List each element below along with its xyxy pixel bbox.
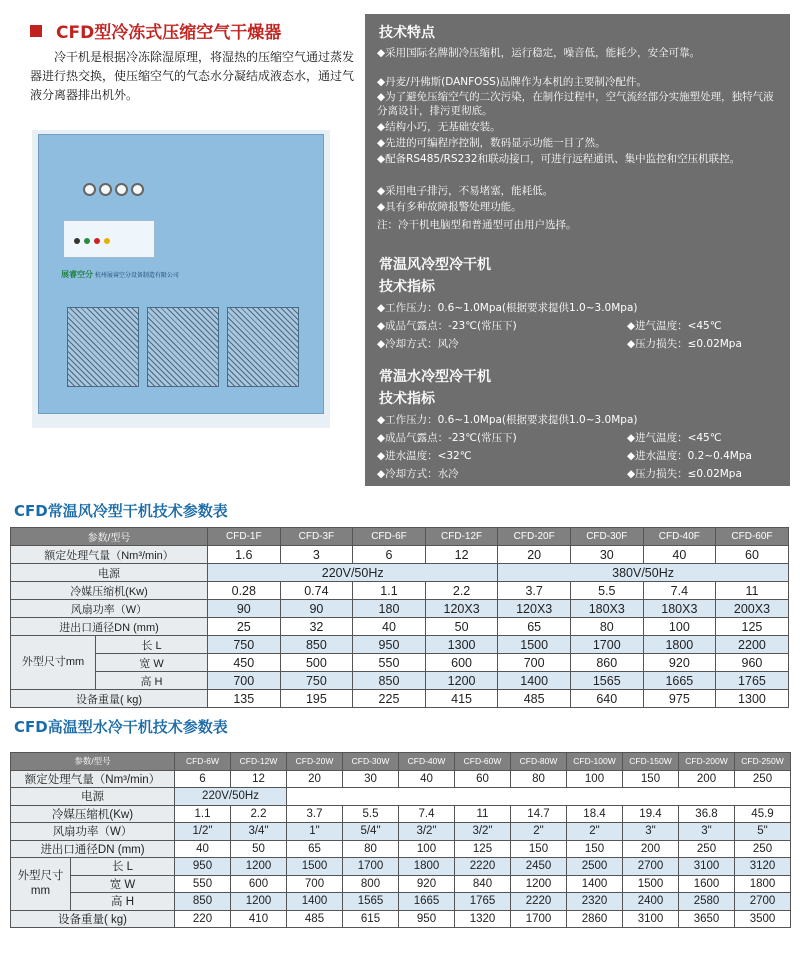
model-header: CFD-6F xyxy=(353,528,426,546)
table-cell: 840 xyxy=(455,875,511,893)
table-cell: 3" xyxy=(679,823,735,841)
table-cell: 1200 xyxy=(425,672,498,690)
row-label: 风扇功率（W） xyxy=(11,600,208,618)
table-row xyxy=(11,858,791,876)
table-cell: 100 xyxy=(643,618,716,636)
row-label: 电源 xyxy=(11,788,175,806)
table-cell: 1600 xyxy=(679,875,735,893)
table-cell: 40 xyxy=(643,546,716,564)
table-cell: 1700 xyxy=(343,858,399,876)
model-header: CFD-1F xyxy=(208,528,281,546)
row-label: 宽 W xyxy=(71,875,175,893)
row-label: 设备重量( kg) xyxy=(11,910,175,928)
table-cell: 200 xyxy=(679,770,735,788)
table-header-row xyxy=(11,528,789,546)
vent-grille xyxy=(227,307,299,387)
table-cell: 920 xyxy=(643,654,716,672)
table-cell: 125 xyxy=(455,840,511,858)
table-cell: 950 xyxy=(399,910,455,928)
page-title: CFD型冷冻式压缩空气干燥器 xyxy=(30,18,281,43)
air-subheading: 技术指标 xyxy=(379,279,435,295)
table-cell: 90 xyxy=(280,600,353,618)
model-header: CFD-3F xyxy=(280,528,353,546)
table-cell: 36.8 xyxy=(679,805,735,823)
row-label: 额定处理气量（Nm³/min） xyxy=(11,546,208,564)
dimension-label: 外型尺寸mm xyxy=(11,636,96,690)
table-cell: 3/2" xyxy=(399,823,455,841)
water-cooled-spec-table xyxy=(10,752,791,928)
table-cell: 1700 xyxy=(570,636,643,654)
table-row xyxy=(11,690,789,708)
model-header: CFD-200W xyxy=(679,753,735,771)
table-cell: 500 xyxy=(280,654,353,672)
table-cell: 11 xyxy=(716,582,789,600)
table-cell: 80 xyxy=(570,618,643,636)
table-cell: 485 xyxy=(287,910,343,928)
model-header: CFD-60F xyxy=(716,528,789,546)
indicator-light xyxy=(104,238,110,244)
table-cell: 960 xyxy=(716,654,789,672)
dimension-label: 外型尺寸mm xyxy=(11,858,71,911)
table-row xyxy=(11,805,791,823)
table-cell: 3500 xyxy=(735,910,791,928)
feature-item: ◆结构小巧，无基础安装。 xyxy=(377,121,501,133)
indicator-light xyxy=(74,238,80,244)
row-label: 高 H xyxy=(71,893,175,911)
table-cell: 850 xyxy=(280,636,353,654)
table-cell: 19.4 xyxy=(623,805,679,823)
table-cell: 3100 xyxy=(623,910,679,928)
table-cell: 2200 xyxy=(716,636,789,654)
table-cell: 2" xyxy=(511,823,567,841)
table-cell: 125 xyxy=(716,618,789,636)
model-header: CFD-40W xyxy=(399,753,455,771)
table-cell: 250 xyxy=(735,840,791,858)
feature-item: ◆丹麦/丹佛斯(DANFOSS)品牌作为本机的主要制冷配件。 xyxy=(377,76,647,88)
gauge-icon xyxy=(131,183,144,196)
model-header: CFD-150W xyxy=(623,753,679,771)
table-row xyxy=(11,875,791,893)
table-cell: 3650 xyxy=(679,910,735,928)
features-note: 注：冷干机电脑型和普通型可由用户选择。 xyxy=(377,219,577,231)
table-cell: 1400 xyxy=(287,893,343,911)
table-row xyxy=(11,770,791,788)
table-cell: 3.7 xyxy=(498,582,571,600)
table-cell: 860 xyxy=(570,654,643,672)
table-cell: 850 xyxy=(175,893,231,911)
table-cell: 550 xyxy=(175,875,231,893)
table-cell: 20 xyxy=(498,546,571,564)
model-header: CFD-30F xyxy=(570,528,643,546)
water-dewpoint: ◆成品气露点：-23℃(常压下) xyxy=(377,432,517,444)
header-cell: 参数/型号 xyxy=(11,753,175,771)
vent-grille xyxy=(67,307,139,387)
table-cell: 920 xyxy=(399,875,455,893)
table-cell: 3100 xyxy=(679,858,735,876)
table1-title: CFD常温风冷型干机技术参数表 xyxy=(14,502,228,520)
table-cell: 2500 xyxy=(567,858,623,876)
table-cell: 1665 xyxy=(643,672,716,690)
table-cell: 80 xyxy=(511,770,567,788)
table-cell: 135 xyxy=(208,690,281,708)
red-square-icon xyxy=(30,25,42,37)
table-cell: 410 xyxy=(231,910,287,928)
table-cell: 5" xyxy=(735,823,791,841)
table-cell: 100 xyxy=(567,770,623,788)
table-cell: 600 xyxy=(425,654,498,672)
table-cell xyxy=(287,788,791,806)
table-cell: 195 xyxy=(280,690,353,708)
table-cell: 6 xyxy=(175,770,231,788)
features-heading: 技术特点 xyxy=(379,25,435,41)
table-cell: 200X3 xyxy=(716,600,789,618)
table-cell: 2.2 xyxy=(425,582,498,600)
table-cell: 1320 xyxy=(455,910,511,928)
table-cell: 1565 xyxy=(570,672,643,690)
table-cell: 700 xyxy=(287,875,343,893)
air-cooled-spec-table xyxy=(10,527,789,708)
table-cell: 640 xyxy=(570,690,643,708)
water-pressure: ◆工作压力：0.6~1.0Mpa(根据要求提供1.0~3.0Mpa) xyxy=(377,414,638,426)
control-panel xyxy=(63,220,155,258)
table-row xyxy=(11,636,789,654)
table-cell: 100 xyxy=(399,840,455,858)
row-label: 进出口通径DN (mm) xyxy=(11,618,208,636)
feature-item: ◆采用电子排污，不易堵塞，能耗低。 xyxy=(377,185,554,197)
table-cell: 600 xyxy=(231,875,287,893)
table-cell: 40 xyxy=(399,770,455,788)
table-cell: 6 xyxy=(353,546,426,564)
water-pressure-loss: ◆压力损失：≤0.02Mpa xyxy=(627,468,742,480)
table-cell: 2" xyxy=(567,823,623,841)
table-cell: 120X3 xyxy=(498,600,571,618)
table-cell: 12 xyxy=(231,770,287,788)
table-cell: 2400 xyxy=(623,893,679,911)
table-cell: 1200 xyxy=(511,875,567,893)
table-cell: 12 xyxy=(425,546,498,564)
table-cell: 150 xyxy=(623,770,679,788)
table-cell: 45.9 xyxy=(735,805,791,823)
intro-text: 冷干机是根据冷冻除湿原理，将湿热的压缩空气通过蒸发器进行热交换，使压缩空气的气态水分凝结成液态水，通过气液分离器排出机外。 xyxy=(30,50,355,102)
table-cell: 5.5 xyxy=(570,582,643,600)
table-cell: 30 xyxy=(343,770,399,788)
model-header: CFD-12W xyxy=(231,753,287,771)
table-cell: 975 xyxy=(643,690,716,708)
table-cell: 220V/50Hz xyxy=(175,788,287,806)
table-cell: 14.7 xyxy=(511,805,567,823)
air-pressure: ◆工作压力：0.6~1.0Mpa(根据要求提供1.0~3.0Mpa) xyxy=(377,302,638,314)
table-cell: 150 xyxy=(567,840,623,858)
table-cell: 1765 xyxy=(455,893,511,911)
table-cell: 0.28 xyxy=(208,582,281,600)
table-row xyxy=(11,600,789,618)
table-cell: 1200 xyxy=(231,893,287,911)
table-cell: 2700 xyxy=(623,858,679,876)
table-cell: 1.1 xyxy=(175,805,231,823)
table-cell: 150 xyxy=(511,840,567,858)
table-cell: 3/4" xyxy=(231,823,287,841)
table-cell: 1800 xyxy=(643,636,716,654)
header-cell: 参数/型号 xyxy=(11,528,208,546)
table-row xyxy=(11,546,789,564)
model-header: CFD-40F xyxy=(643,528,716,546)
table-cell: 30 xyxy=(570,546,643,564)
table-cell: 80 xyxy=(343,840,399,858)
table-cell: 1565 xyxy=(343,893,399,911)
table-cell: 2.2 xyxy=(231,805,287,823)
table-cell: 1665 xyxy=(399,893,455,911)
row-label: 电源 xyxy=(11,564,208,582)
gauge-icon xyxy=(83,183,96,196)
table-cell: 5/4" xyxy=(343,823,399,841)
table-cell: 32 xyxy=(280,618,353,636)
table-cell: 380V/50Hz xyxy=(498,564,788,582)
table-cell: 2580 xyxy=(679,893,735,911)
table-cell: 2320 xyxy=(567,893,623,911)
feature-item: ◆配备RS485/RS232和联动接口，可进行远程通讯、集中监控和空压机联控。 xyxy=(377,153,741,165)
air-pressure-loss: ◆压力损失：≤0.02Mpa xyxy=(627,338,742,350)
table-cell: 220V/50Hz xyxy=(208,564,498,582)
indicator-light xyxy=(84,238,90,244)
table-cell: 1300 xyxy=(425,636,498,654)
table-cell: 50 xyxy=(425,618,498,636)
table-cell: 40 xyxy=(175,840,231,858)
table-cell: 3" xyxy=(623,823,679,841)
air-heading: 常温风冷型冷干机 xyxy=(379,257,491,273)
table-cell: 60 xyxy=(455,770,511,788)
table-cell: 1.6 xyxy=(208,546,281,564)
model-header: CFD-250W xyxy=(735,753,791,771)
table-cell: 11 xyxy=(455,805,511,823)
table-cell: 180 xyxy=(353,600,426,618)
water-in-pressure: ◆进水温度：0.2~0.4Mpa xyxy=(627,450,752,462)
table-cell: 180X3 xyxy=(643,600,716,618)
table-cell: 1500 xyxy=(287,858,343,876)
product-photo xyxy=(32,130,330,428)
table-cell: 60 xyxy=(716,546,789,564)
table-cell: 1500 xyxy=(498,636,571,654)
table-row xyxy=(11,654,789,672)
dryer-cabinet xyxy=(38,134,324,414)
table-row xyxy=(11,893,791,911)
table-cell: 415 xyxy=(425,690,498,708)
row-label: 设备重量( kg) xyxy=(11,690,208,708)
table-header-row xyxy=(11,753,791,771)
model-header: CFD-6W xyxy=(175,753,231,771)
table-row xyxy=(11,823,791,841)
row-label: 宽 W xyxy=(96,654,208,672)
table-row xyxy=(11,564,789,582)
model-header: CFD-100W xyxy=(567,753,623,771)
table-cell: 1400 xyxy=(498,672,571,690)
table-cell: 1800 xyxy=(735,875,791,893)
table-cell: 2220 xyxy=(455,858,511,876)
table-cell: 750 xyxy=(280,672,353,690)
table-cell: 1/2" xyxy=(175,823,231,841)
table-cell: 7.4 xyxy=(643,582,716,600)
model-header: CFD-20F xyxy=(498,528,571,546)
air-inlet-temp: ◆进气温度：<45℃ xyxy=(627,320,722,332)
table-cell: 2450 xyxy=(511,858,567,876)
model-header: CFD-60W xyxy=(455,753,511,771)
spec-panel xyxy=(365,14,790,486)
gauge-icon xyxy=(99,183,112,196)
table-cell: 485 xyxy=(498,690,571,708)
table-cell: 65 xyxy=(498,618,571,636)
table-cell: 40 xyxy=(353,618,426,636)
table-cell: 90 xyxy=(208,600,281,618)
table-cell: 1700 xyxy=(511,910,567,928)
table-cell: 1.1 xyxy=(353,582,426,600)
feature-item: ◆具有多种故障报警处理功能。 xyxy=(377,201,522,213)
indicator-light xyxy=(94,238,100,244)
table-row xyxy=(11,788,791,806)
table-cell: 120X3 xyxy=(425,600,498,618)
table-cell: 800 xyxy=(343,875,399,893)
air-cooling: ◆冷却方式：风冷 xyxy=(377,338,459,350)
table-cell: 50 xyxy=(231,840,287,858)
feature-item: ◆为了避免压缩空气的二次污染，在制作过程中，空气流经部分实施塑处理，独特气液分离设计，排污更彻底。 xyxy=(377,91,774,117)
table-cell: 950 xyxy=(175,858,231,876)
table-cell: 65 xyxy=(287,840,343,858)
table-cell: 250 xyxy=(679,840,735,858)
water-heading: 常温水冷型冷干机 xyxy=(379,369,491,385)
table-cell: 25 xyxy=(208,618,281,636)
model-header: CFD-80W xyxy=(511,753,567,771)
row-label: 高 H xyxy=(96,672,208,690)
feature-item: ◆先进的可编程序控制，数码显示功能一目了然。 xyxy=(377,137,606,149)
row-label: 长 L xyxy=(71,858,175,876)
table-cell: 2700 xyxy=(735,893,791,911)
table-cell: 1" xyxy=(287,823,343,841)
table-cell: 18.4 xyxy=(567,805,623,823)
water-subheading: 技术指标 xyxy=(379,391,435,407)
table-cell: 1200 xyxy=(231,858,287,876)
table-cell: 200 xyxy=(623,840,679,858)
feature-item: ◆采用国际名牌制冷压缩机，运行稳定，噪音低，能耗少，安全可靠。 xyxy=(377,47,701,59)
table-cell: 0.74 xyxy=(280,582,353,600)
water-cooling: ◆冷却方式：水冷 xyxy=(377,468,459,480)
table-cell: 20 xyxy=(287,770,343,788)
table-row xyxy=(11,840,791,858)
table-cell: 750 xyxy=(208,636,281,654)
table-cell: 950 xyxy=(353,636,426,654)
table-cell: 1400 xyxy=(567,875,623,893)
water-in-temp: ◆进水温度：<32℃ xyxy=(377,450,472,462)
model-header: CFD-20W xyxy=(287,753,343,771)
table-row xyxy=(11,672,789,690)
row-label: 冷媒压缩机(Kw) xyxy=(11,582,208,600)
table-cell: 1800 xyxy=(399,858,455,876)
table-row xyxy=(11,582,789,600)
table-cell: 3/2" xyxy=(455,823,511,841)
table-cell: 3120 xyxy=(735,858,791,876)
table-cell: 2220 xyxy=(511,893,567,911)
table-cell: 550 xyxy=(353,654,426,672)
row-label: 冷媒压缩机(Kw) xyxy=(11,805,175,823)
table-row xyxy=(11,618,789,636)
gauge-icon xyxy=(115,183,128,196)
row-label: 风扇功率（W） xyxy=(11,823,175,841)
row-label: 进出口通径DN (mm) xyxy=(11,840,175,858)
table-cell: 700 xyxy=(208,672,281,690)
table-cell: 250 xyxy=(735,770,791,788)
table-cell: 700 xyxy=(498,654,571,672)
model-header: CFD-30W xyxy=(343,753,399,771)
table-cell: 3 xyxy=(280,546,353,564)
table-cell: 1765 xyxy=(716,672,789,690)
table-cell: 180X3 xyxy=(570,600,643,618)
row-label: 额定处理气量（Nm³/min） xyxy=(11,770,175,788)
water-inlet-temp: ◆进气温度：<45℃ xyxy=(627,432,722,444)
air-dewpoint: ◆成品气露点：-23℃(常压下) xyxy=(377,320,517,332)
model-header: CFD-12F xyxy=(425,528,498,546)
table-cell: 5.5 xyxy=(343,805,399,823)
table-cell: 615 xyxy=(343,910,399,928)
table-cell: 1300 xyxy=(716,690,789,708)
table-cell: 850 xyxy=(353,672,426,690)
company-label: 展睿空分 杭州展睿空分设备制造有限公司 xyxy=(61,270,179,279)
table-cell: 450 xyxy=(208,654,281,672)
table-cell: 220 xyxy=(175,910,231,928)
table-cell: 2860 xyxy=(567,910,623,928)
row-label: 长 L xyxy=(96,636,208,654)
table-cell: 1500 xyxy=(623,875,679,893)
table-cell: 3.7 xyxy=(287,805,343,823)
table-cell: 7.4 xyxy=(399,805,455,823)
vent-grille xyxy=(147,307,219,387)
table-row xyxy=(11,910,791,928)
table2-title: CFD高温型水冷干机技术参数表 xyxy=(14,718,228,736)
table-cell: 225 xyxy=(353,690,426,708)
